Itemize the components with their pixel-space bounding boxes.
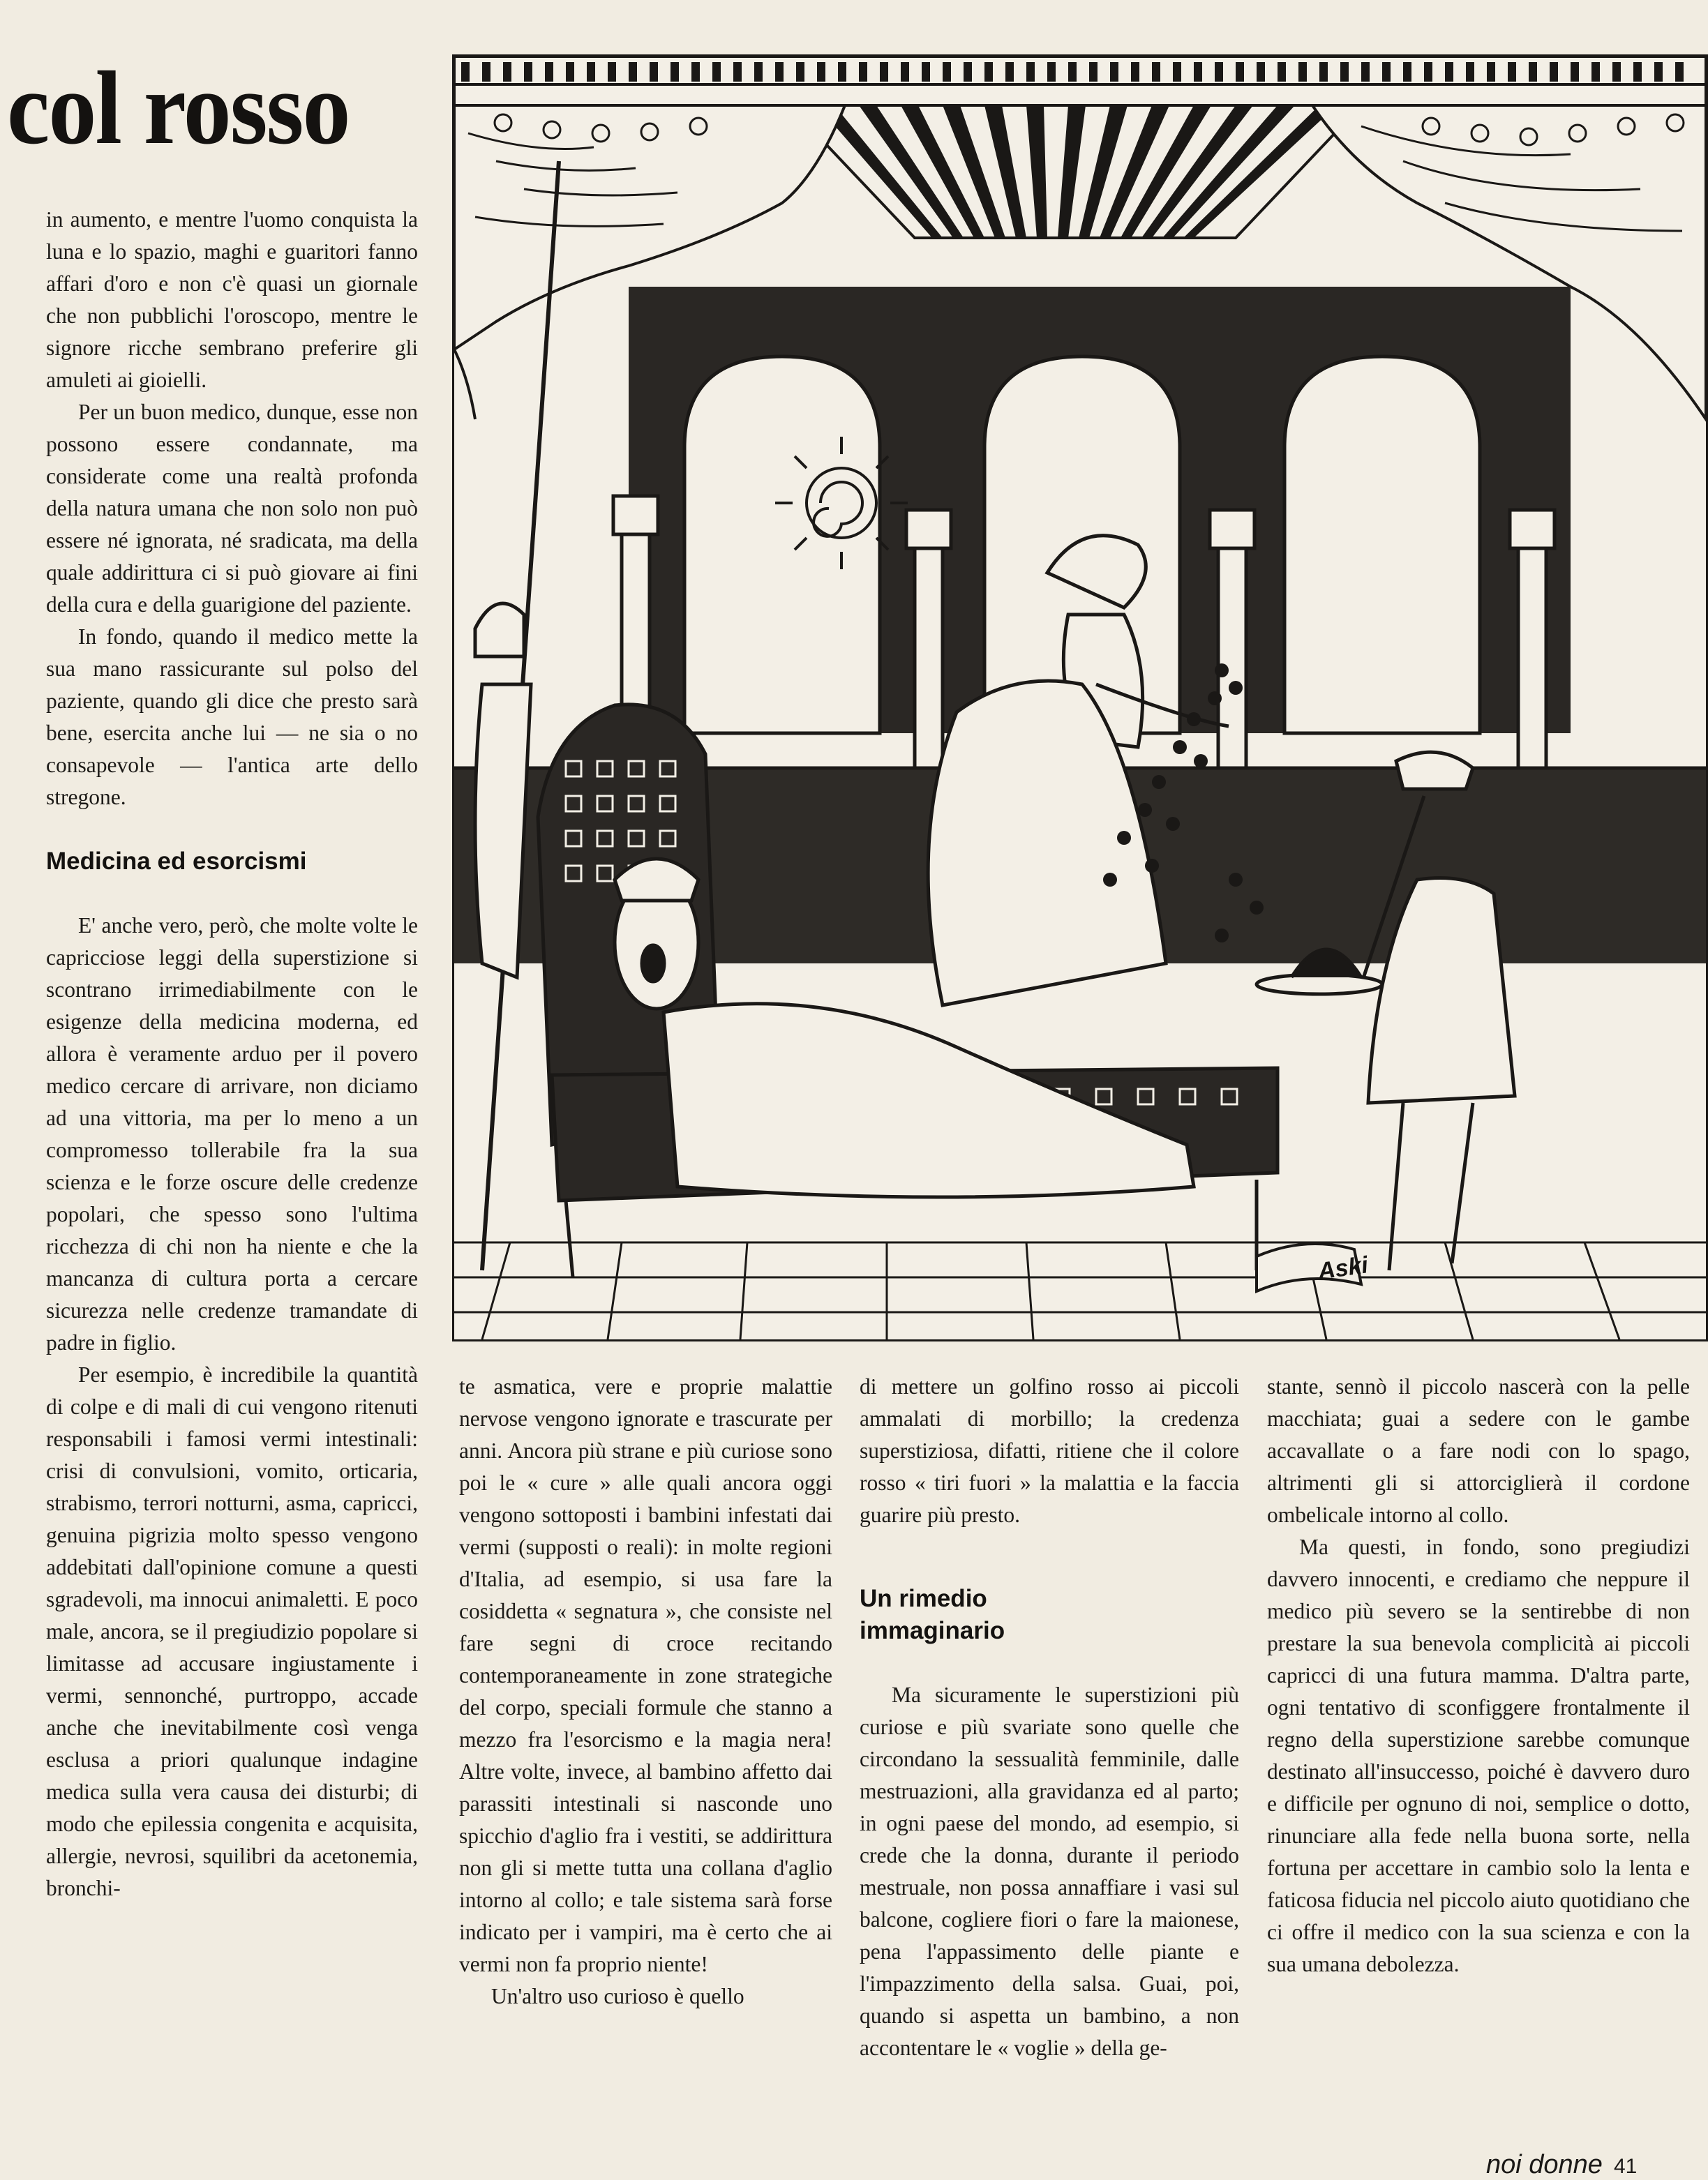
section-heading: Medicina ed esorcismi bbox=[46, 848, 307, 875]
illustration-signature: Aski bbox=[1316, 1251, 1370, 1285]
article-column-4 bbox=[1267, 1371, 1690, 1980]
section-heading: Un rimedio immaginario bbox=[860, 1585, 1005, 1644]
paragraph: In fondo, quando il medico mette la sua mano rassicurante sul polso del paziente, quando gli dice che presto sarà bene, esercita anche lui — ne sia o no consapevole — l'antica arte dello stregone. bbox=[46, 624, 418, 809]
paragraph: Ma sicuramente le superstizioni più curiose e più svariate sono quelle che circondano la sessualità femminile, dalle mestruazioni, alla gravidanza ed al parto; in ogni paese del mondo, ad esempio, si crede che la donna, durante il periodo mestruale, non possa annaffiare i vasi sul balcone, cogliere fiori o fare la maionese, pena l'appassimento delle piante e l'impazzimento della salsa. Guai, poi, quando si aspetta un bambino, a non accontentare le « voglie » della ge- bbox=[860, 1683, 1239, 2060]
article-column-3 bbox=[860, 1371, 1239, 2064]
paragraph: Un'altro uso curioso è quello bbox=[491, 1984, 744, 2008]
paragraph: E' anche vero, però, che molte volte le capricciose leggi della superstizione si scontrano irrimediabilmente con le esigenze della medicina moderna, ed allora è veramente arduo per il povero medico cercare di arrivare, non diciamo ad una vittoria, ma per lo meno a un compromesso tollerabile fra la sua scienza e le forze oscure delle credenze popolari, che spesso sono l'ultima ricchezza di chi non ha niente e che la mancanza di cultura porta a cercare sicurezza nelle credenze tramandate di padre in figlio. bbox=[46, 913, 418, 1355]
paragraph: di mettere un golfino rosso ai piccoli ammalati di morbillo; la credenza superstiziosa, difatti, ritiene che il colore rosso « tiri fuori » la malattia e la faccia guarire più presto. bbox=[860, 1374, 1239, 1527]
headline: col rosso bbox=[7, 50, 350, 166]
paragraph: in aumento, e mentre l'uomo conquista la luna e lo spazio, maghi e guaritori fanno affari d'oro e non c'è quasi un giornale che non pubblichi l'oroscopo, mentre le signore ricche sembrano preferire gli amuleti ai gioielli. bbox=[46, 207, 418, 392]
cartoon-illustration bbox=[452, 54, 1708, 1341]
paragraph: stante, sennò il piccolo nascerà con la pelle macchiata; guai a sedere con le gambe accavallate o a fare nodi con lo spago, altrimenti gli si attorciglierà il cordone ombelicale intorno al collo. bbox=[1267, 1374, 1690, 1527]
page-number: 41 bbox=[1613, 2155, 1638, 2178]
striped-ceiling bbox=[789, 105, 1361, 238]
magazine-name: noi donne bbox=[1486, 2150, 1603, 2179]
illustration-drawing bbox=[454, 57, 1706, 1339]
paragraph: Per un buon medico, dunque, esse non possono essere condannate, ma considerate come una realtà profonda della natura umana che non solo non può essere né ignorata, né sradicata, ma della quale addirittura ci si può giovare ai fini della cura e della guarigione del paziente. bbox=[46, 400, 418, 617]
page-footer bbox=[1486, 2150, 1637, 2180]
paragraph: te asmatica, vere e proprie malattie nervose vengono ignorate e trascurate per anni. Ancora più strane e più curiose sono poi le « cure » alle quali ancora oggi vengono sottoposti i bambini infestati dai vermi (supposti o reali): in molte regioni d'Italia, ad esempio, si usa fare la cosiddetta « segnatura », che consiste nel fare segni di croce recitando contemporaneamente in zone strategiche del corpo, speciali formule che stanno a mezzo fra l'esorcismo e la magia nera! Altre volte, invece, al bambino affetto dai parassiti intestinali si nasconde uno spicchio d'aglio fra i vestiti, se addirittura non gli si mette tutta una collana d'aglio intorno al collo; e tale sistema sarà forse indicato per i vampiri, ma è certo che ai vermi non fa proprio niente! bbox=[459, 1374, 832, 1976]
paragraph: Ma questi, in fondo, sono pregiudizi davvero innocenti, e crediamo che neppure il medico più severo se la sentirebbe di non prestare la sua benevola complicità ai piccoli capricci di una futura mamma. D'altra parte, ogni tentativo di sconfiggere frontalmente il regno della superstizione sarebbe comunque destinato all'insuccesso, poiché è davvero duro e difficile per ognuno di noi, semplice o dotto, rinunciare alla fede nella buona sorte, nella fortuna per accettare in cambio solo la lenta e faticosa fiducia nel piccolo aiuto quotidiano che ci offre il medico con la sua scienza e con la sua umana debolezza. bbox=[1267, 1535, 1690, 1976]
article-column-2 bbox=[459, 1371, 832, 2013]
paragraph: Per esempio, è incredibile la quantità di colpe e di mali di cui vengono ritenuti responsabili i famosi vermi intestinali: crisi di convulsioni, vomito, orticaria, strabismo, terrori notturni, asma, capricci, genuina pigrizia molto spesso vengono addebitati dall'opinione comune a questi sgradevoli, ma innocui animaletti. E poco male, ancora, se il pregiudizio popolare si limitasse ad accusare ingiustamente i vermi, sennonché, purtroppo, accade anche che inevitabilmente così venga esclusa a priori qualunque indagine medica sulla vera causa dei disturbi; di modo che epilessia congenita e acquisita, allergie, nevrosi, squilibri da acetonemia, bronchi- bbox=[46, 1362, 418, 1900]
floor bbox=[454, 1242, 1706, 1339]
article-column-1 bbox=[46, 204, 418, 1904]
